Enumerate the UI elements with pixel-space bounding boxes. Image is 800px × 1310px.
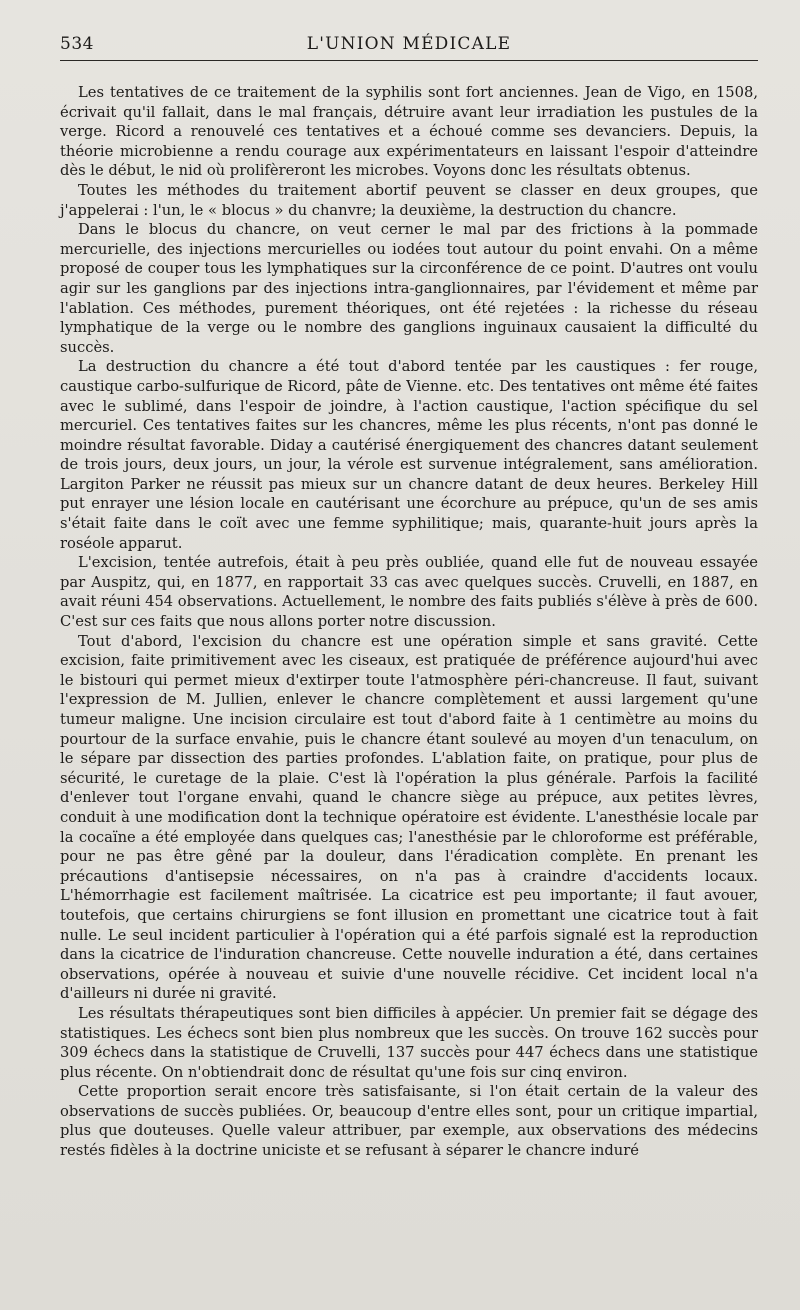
paragraph: Tout d'abord, l'excision du chancre est une opération simple et sans gravité. Cette excision, faite primitivement avec les ciseaux, est pratiquée de préférence aujourd'hui avec le bistouri qui permet mieux d'extirper toute l'atmosphère péri-chancreuse. Il faut, suivant l'expression de M. Jullien, enlever le chancre complètement et aussi largement qu'une tumeur maligne. Une incision circulaire est tout d'abord faite à 1 centimètre au moins du pourtour de la surface envahie, puis le chancre étant soulevé au moyen d'un tenaculum, on le sépare par dissection des parties profondes. L'ablation faite, on pratique, pour plus de sécurité, le curetage de la plaie. C'est là l'opération la plus générale. Parfois la facilité d'enlever tout l'organe envahi, quand le chancre siège au prépuce, aux petites lèvres, conduit à une modification dont la technique opératoire est évidente. L'anesthésie locale par la cocaïne a été employée dans quelques cas; l'anesthésie par le chloroforme est préférable, pour ne pas être gêné par la douleur, dans l'éradication complète. En prenant les précautions d'antisepsie nécessaires, on n'a pas à craindre d'accidents locaux. L'hémorrhagie est facilement maîtrisée. La cicatrice est peu importante; il faut avouer, toutefois, que certains chirurgiens se font illusion en promettant une cicatrice tout à fait nulle. Le seul incident particulier à l'opération qui a été parfois signalé est la reproduction dans la cicatrice de l'induration chancreuse. Cette nouvelle induration a été, dans certaines observations, opérée à nouveau et suivie d'une nouvelle récidive. Cet incident local n'a d'ailleurs ni durée ni gravité.	[60, 632, 758, 1003]
paragraph: L'excision, tentée autrefois, était à peu près oubliée, quand elle fut de nouveau essayée par Auspitz, qui, en 1877, en rapportait 33 cas avec quelques succès. Cruvelli, en 1887, en avait réuni 454 observations. Actuellement, le nombre des faits publiés s'élève à près de 600. C'est sur ces faits que nous allons porter notre discussion.	[60, 554, 758, 631]
running-header	[60, 30, 758, 61]
journal-title: L'UNION MÉDICALE	[306, 34, 512, 54]
paragraph: Cette proportion serait encore très satisfaisante, si l'on était certain de la valeur des observations de succès publiées. Or, beaucoup d'entre elles sont, pour un critique impartial, plus que douteuses. Quelle valeur attribuer, par exemple, aux observations des médecins restés fidèles à la doctrine uniciste et se refusant à séparer le chancre induré	[60, 1083, 758, 1160]
paragraph: Dans le blocus du chancre, on veut cerner le mal par des frictions à la pommade mercurielle, des injections mercurielles ou iodées tout autour du point envahi. On a même proposé de couper tous les lymphatiques sur la circonférence de ce point. D'autres ont voulu agir sur les ganglions par des injections intra-ganglionnaires, par l'évidement et même par l'ablation. Ces méthodes, purement théoriques, ont été rejetées : la richesse du réseau lymphatique de la verge ou le nombre des ganglions inguinaux causaient la difficulté du succès.	[60, 221, 758, 356]
paragraph: Les résultats thérapeutiques sont bien difficiles à appécier. Un premier fait se dégage des statistiques. Les échecs sont bien plus nombreux que les succès. On trouve 162 succès pour 309 échecs dans la statistique de Cruvelli, 137 succès pour 447 échecs dans une statistique plus récente. On n'obtiendrait donc de résultat qu'une fois sur cinq environ.	[60, 1004, 758, 1081]
paragraph: Les tentatives de ce traitement de la syphilis sont fort anciennes. Jean de Vigo, en 1508, écrivait qu'il fallait, dans le mal français, détruire avant leur irradiation les pustules de la verge. Ricord a renouvelé ces tentatives et a échoué comme ses devanciers. Depuis, la théorie microbienne a rendu courage aux expérimentateurs en laissant l'espoir d'atteindre dès le début, le nid où prolifèreront les microbes. Voyons donc les résultats obtenus.	[60, 84, 758, 180]
paragraph: Toutes les méthodes du traitement abortif peuvent se classer en deux groupes, que j'appelerai : l'un, le « blocus » du chanvre; la deuxième, la destruction du chancre.	[60, 181, 758, 219]
page-number: 534	[60, 34, 94, 54]
paragraph: La destruction du chancre a été tout d'abord tentée par les caustiques : fer rouge, caustique carbo-sulfurique de Ricord, pâte de Vienne. etc. Des tentatives ont même été faites avec le sublimé, dans l'espoir de joindre, à l'action caustique, l'action spécifique du sel mercuriel. Ces tentatives faites sur les chancres, même les plus récents, n'ont pas donné le moindre résultat favorable. Diday a cautérisé énergiquement des chancres datant seulement de trois jours, deux jours, un jour, la vérole est survenue intégralement, sans amélioration. Largiton Parker ne réussit pas mieux sur un chancre datant de deux heures. Berkeley Hill put enrayer une lésion locale en cautérisant une écorchure au prépuce, qu'un de ses amis s'était faite dans le coït avec une femme syphilitique; mais, quarante-huit jours après la roséole apparut.	[60, 358, 758, 552]
article-body	[60, 83, 758, 1161]
